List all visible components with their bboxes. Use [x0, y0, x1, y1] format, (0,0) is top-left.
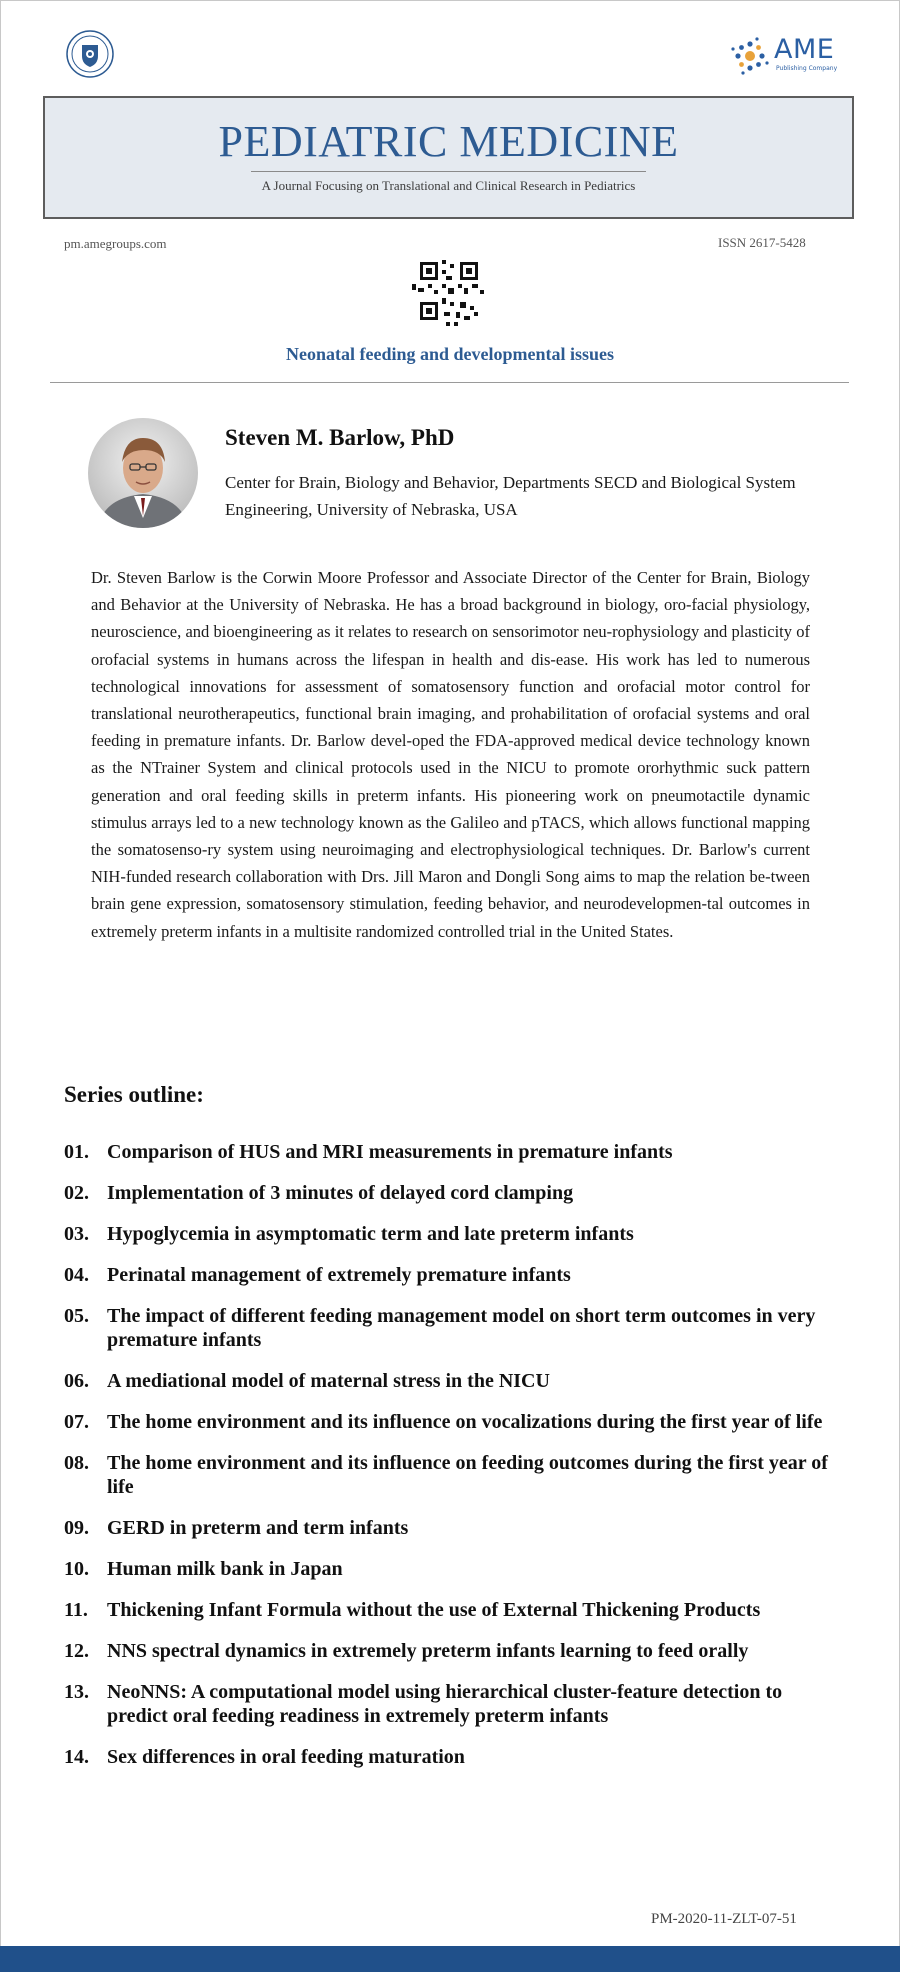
journal-banner: [43, 96, 854, 219]
outline-item: [64, 1516, 844, 1540]
university-seal-logo: [66, 30, 114, 78]
outline-item: [64, 1181, 844, 1205]
journal-title: PEDIATRIC MEDICINE: [218, 117, 679, 166]
outline-item-number: 06.: [64, 1370, 89, 1392]
publisher-subtitle: Publishing Company: [776, 65, 838, 72]
outline-item-title: Comparison of HUS and MRI measurements in premature infants: [107, 1141, 673, 1163]
outline-item: [64, 1140, 844, 1164]
outline-item-title: Sex differences in oral feeding maturation: [107, 1746, 465, 1768]
series-title: Neonatal feeding and developmental issues: [285, 344, 615, 364]
qr-code[interactable]: [404, 246, 494, 336]
outline-item: [64, 1369, 844, 1393]
outline-item-title: Thickening Infant Formula without the use of External Thickening Products: [107, 1599, 761, 1621]
outline-item-number: 05.: [64, 1305, 89, 1327]
outline-item-number: 04.: [64, 1264, 89, 1286]
outline-item-title: NNS spectral dynamics in extremely preterm infants learning to feed orally: [107, 1640, 749, 1662]
outline-item: [64, 1451, 844, 1499]
publisher-wordmark: AME: [774, 34, 835, 65]
outline-item-number: 01.: [64, 1141, 89, 1163]
journal-subtitle: A Journal Focusing on Translational and Clinical Research in Pediatrics: [261, 178, 636, 193]
outline-item-title: GERD in preterm and term infants: [107, 1517, 409, 1539]
outline-item: [64, 1222, 844, 1246]
issn-number: ISSN 2617-5428: [718, 235, 806, 250]
editor-portrait: [88, 418, 198, 528]
outline-item-title: Human milk bank in Japan: [107, 1558, 343, 1580]
outline-item-number: 14.: [64, 1746, 89, 1768]
footer-bar: [0, 1946, 900, 1972]
outline-item: [64, 1557, 844, 1581]
outline-item-title: A mediational model of maternal stress in the NICU: [107, 1370, 550, 1392]
outline-item-title: The home environment and its influence on feeding outcomes during the first year of life: [107, 1452, 828, 1498]
outline-item-number: 07.: [64, 1411, 89, 1433]
document-code: PM-2020-11-ZLT-07-51: [651, 1911, 797, 1927]
section-divider: [50, 382, 849, 383]
outline-item-number: 11.: [64, 1599, 88, 1621]
outline-item-number: 02.: [64, 1182, 89, 1204]
banner-divider: [251, 171, 646, 172]
outline-item: [64, 1304, 844, 1352]
outline-item-number: 12.: [64, 1640, 89, 1662]
outline-item: [64, 1680, 844, 1728]
outline-item-title: Hypoglycemia in asymptomatic term and late preterm infants: [107, 1223, 634, 1245]
outline-item: [64, 1410, 844, 1434]
editor-name: Steven M. Barlow, PhD: [225, 425, 455, 450]
outline-item: [64, 1639, 844, 1663]
outline-item: [64, 1745, 844, 1769]
series-outline-list: [64, 1140, 844, 1786]
ame-publisher-logo: [730, 36, 840, 76]
outline-item-title: The home environment and its influence on vocalizations during the first year of life: [107, 1411, 823, 1433]
outline-item-number: 10.: [64, 1558, 89, 1580]
journal-website[interactable]: pm.amegroups.com: [64, 236, 167, 251]
editor-biography: Dr. Steven Barlow is the Corwin Moore Professor and Associate Director of the Center for Brain, Biology and Behavior at the University of Nebraska. He has a broad background in biology, oro-facial physiology, neuroscience, and bioengineering as it relates to research on sensorimotor neu-rophysiology and plasticity of orofacial systems in humans across the lifespan in health and dis-ease. His work has led to numerous technological innovations for assessment of somatosensory function and orofacial motor control for translational neurotherapeutics, functional brain imaging, and prohabilitation of orofacial systems and oral feeding in premature infants. Dr. Barlow devel-oped the FDA-approved medical device technology known as the NTrainer System and clinical protocols used in the NICU to promote ororhythmic suck pattern generation and oral feeding skills in preterm infants. His pioneering work on pneumotactile dynamic stimulus arrays led to a new technology known as the Galileo and pTACS, which allows functional mapping the somatosenso-ry system using neuroimaging and electrophysiological techniques. Dr. Barlow's current NIH-funded research collaboration with Drs. Jill Maron and Dongli Song aims to map the relation be-tween brain gene expression, somatosensory stimulation, feeding behavior, and neurodevelopmen-tal outcomes in extremely preterm infants in a multisite randomized controlled trial in the United States.: [91, 568, 810, 941]
outline-item-title: Implementation of 3 minutes of delayed cord clamping: [107, 1182, 574, 1204]
outline-item: [64, 1263, 844, 1287]
outline-item-title: The impact of different feeding management model on short term outcomes in very premature infants: [107, 1305, 816, 1351]
series-outline-heading: Series outline:: [64, 1082, 204, 1107]
outline-item-number: 08.: [64, 1452, 89, 1474]
editor-affiliation: Center for Brain, Biology and Behavior, Departments SECD and Biological System Engineering, University of Nebraska, USA: [225, 473, 796, 519]
outline-item-title: NeoNNS: A computational model using hierarchical cluster-feature detection to predict oral feeding readiness in extremely preterm infants: [107, 1681, 783, 1727]
outline-item-number: 03.: [64, 1223, 89, 1245]
outline-item-title: Perinatal management of extremely premature infants: [107, 1264, 571, 1286]
outline-item-number: 13.: [64, 1681, 89, 1703]
outline-item-number: 09.: [64, 1517, 89, 1539]
outline-item: [64, 1598, 844, 1622]
